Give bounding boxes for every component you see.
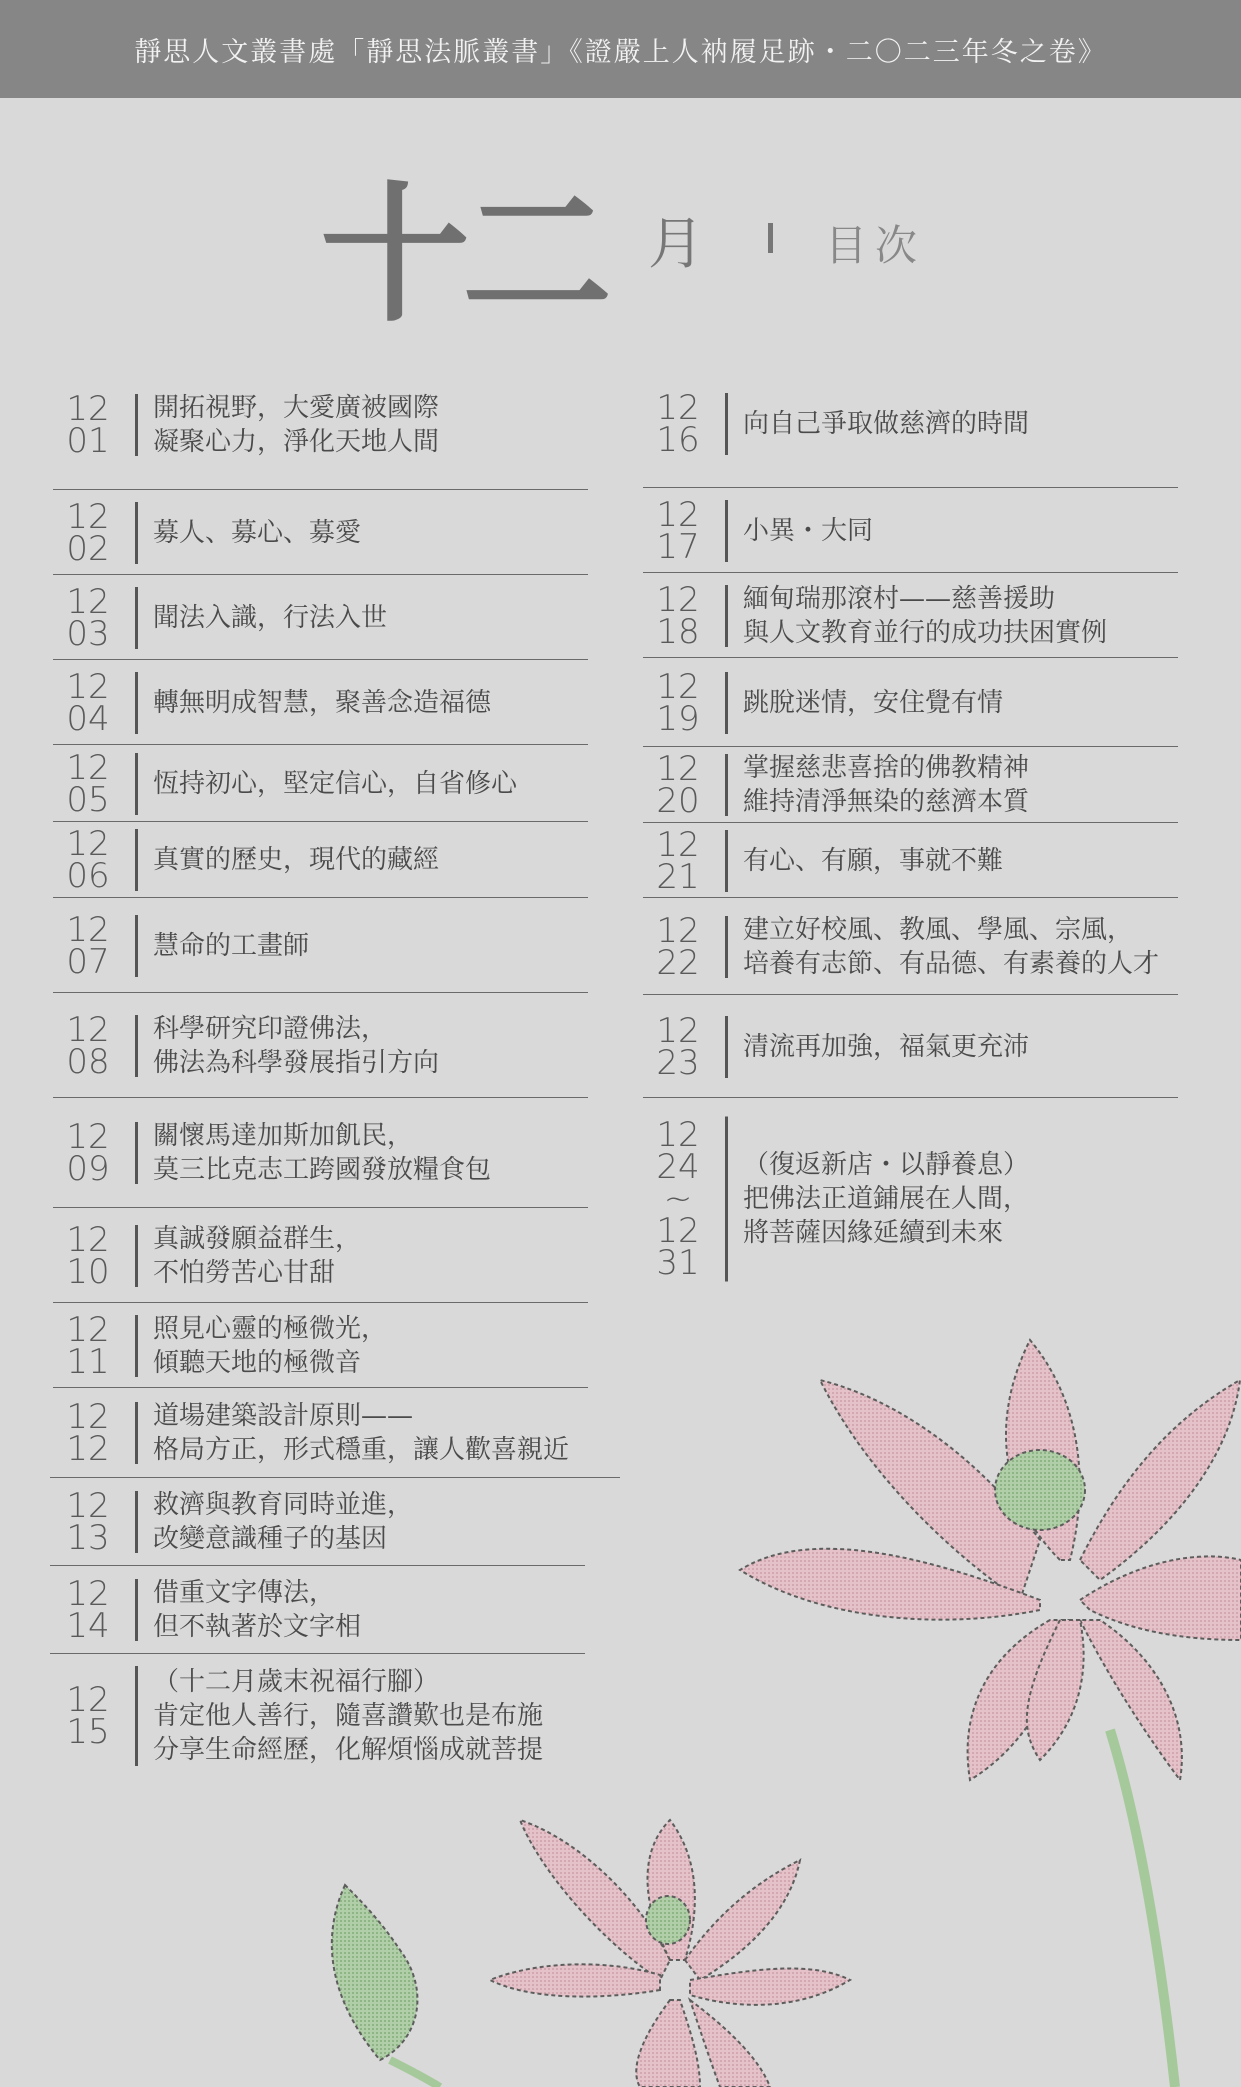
entry-date-month: 12 bbox=[66, 1309, 110, 1350]
entry-divider bbox=[725, 916, 728, 978]
entry-title-line: 分享生命經歷，化解煩惱成就菩提 bbox=[153, 1735, 544, 1765]
entry-date-day: 17 bbox=[656, 526, 700, 567]
entry-title bbox=[153, 1488, 413, 1556]
entry-date-month: 12 bbox=[66, 666, 110, 707]
entry-date bbox=[53, 1309, 123, 1382]
entry-date bbox=[53, 909, 123, 982]
entry-date bbox=[643, 666, 713, 739]
entry-title-line: 借重文字傳法， bbox=[153, 1578, 336, 1608]
entry-date-day: 11 bbox=[66, 1341, 110, 1382]
title-subtitle: 目次 bbox=[825, 221, 926, 270]
entry-title-line: 佛法為科學發展指引方向 bbox=[153, 1047, 440, 1078]
entry-date-day: 22 bbox=[656, 942, 700, 983]
entry-date-day: 08 bbox=[66, 1041, 110, 1082]
entry-date-day2: 31 bbox=[656, 1243, 700, 1283]
entry-date-day: 02 bbox=[66, 528, 110, 569]
entry-divider bbox=[725, 672, 728, 734]
entry-title-line: 真誠發願益群生， bbox=[153, 1223, 362, 1254]
entry-date-month: 12 bbox=[656, 579, 700, 620]
entry-date-day: 14 bbox=[66, 1606, 110, 1646]
entry-title-line: 救濟與教育同時並進， bbox=[153, 1490, 414, 1520]
entry-date-day: 15 bbox=[66, 1712, 110, 1752]
entry-date-month: 12 bbox=[66, 909, 110, 950]
entry-divider bbox=[725, 830, 728, 892]
entry-date-day: 12 bbox=[66, 1429, 110, 1469]
entry-title-line: 改變意識種子的基因 bbox=[153, 1524, 388, 1554]
entry-divider bbox=[135, 502, 138, 564]
entry-date bbox=[643, 910, 713, 983]
entry-date bbox=[53, 581, 123, 654]
entry-date-month: 12 bbox=[656, 388, 700, 428]
entry-date bbox=[53, 1219, 123, 1292]
entry-date-month: 12 bbox=[66, 1680, 110, 1720]
entry-title bbox=[743, 686, 1003, 720]
entry-title-line: 真實的歷史，現代的藏經 bbox=[153, 845, 440, 875]
entry-title-line: 緬甸瑞那滾村——慈善援助 bbox=[743, 583, 1056, 614]
entry-title-line: 慧命的工畫師 bbox=[153, 930, 310, 961]
entry-date-month: 12 bbox=[656, 1010, 700, 1051]
toc-entry[interactable] bbox=[53, 993, 653, 1098]
toc-entry[interactable] bbox=[53, 1654, 653, 1778]
entry-divider bbox=[135, 753, 138, 815]
entry-date-day: 23 bbox=[656, 1042, 700, 1083]
title-divider bbox=[768, 223, 773, 253]
entry-date bbox=[643, 1010, 713, 1083]
entry-title bbox=[743, 582, 1107, 650]
entry-title-line: 建立好校風、教風、學風、宗風， bbox=[743, 914, 1134, 945]
entry-title bbox=[743, 751, 1029, 819]
lotus-stem-icon bbox=[1110, 1730, 1175, 2087]
entry-date bbox=[53, 389, 123, 461]
toc-entry[interactable] bbox=[53, 1566, 653, 1654]
entry-divider bbox=[725, 754, 728, 816]
entry-divider bbox=[135, 1579, 138, 1641]
entry-title bbox=[743, 514, 873, 548]
toc-entry[interactable] bbox=[53, 1098, 653, 1208]
entry-date-month: 12 bbox=[656, 910, 700, 951]
toc-entry[interactable] bbox=[643, 995, 1241, 1098]
entry-divider bbox=[135, 1491, 138, 1553]
entry-title-line: （復返新店・以靜養息） bbox=[743, 1150, 1030, 1180]
entry-title-line: 肯定他人善行，隨喜讚歎也是布施 bbox=[153, 1701, 544, 1731]
entry-date-day: 16 bbox=[656, 420, 700, 460]
page-title bbox=[320, 167, 960, 343]
title-month-char: 月 bbox=[648, 212, 704, 277]
toc-entry[interactable] bbox=[643, 898, 1241, 995]
entry-title-line: 將菩薩因緣延續到未來 bbox=[743, 1218, 1004, 1248]
entry-date-month: 12 bbox=[66, 824, 110, 864]
entry-date-day: 13 bbox=[66, 1518, 110, 1558]
entry-title-line: 關懷馬達加斯加飢民， bbox=[153, 1121, 414, 1151]
lotus-bud-icon bbox=[332, 1885, 418, 2060]
toc-entry[interactable] bbox=[643, 823, 1241, 898]
entry-date-month: 12 bbox=[66, 747, 110, 788]
entry-date-month: 12 bbox=[656, 1115, 700, 1155]
entry-title-line: 恆持初心，堅定信心，自省修心 bbox=[153, 768, 518, 799]
entry-title-line: 與人文教育並行的成功扶困實例 bbox=[743, 617, 1108, 648]
entry-date-day: 09 bbox=[66, 1149, 110, 1189]
entry-date-day: 24 bbox=[656, 1147, 700, 1187]
toc-entry[interactable] bbox=[643, 360, 1241, 488]
toc-entry[interactable] bbox=[53, 1303, 653, 1388]
entry-title bbox=[743, 1148, 1029, 1250]
toc-entry[interactable] bbox=[643, 747, 1241, 823]
entry-date bbox=[53, 1009, 123, 1082]
toc-entry[interactable] bbox=[53, 745, 653, 822]
small-seedpod-icon bbox=[646, 1896, 690, 1944]
entry-divider bbox=[725, 1016, 728, 1078]
entry-date bbox=[53, 1574, 123, 1646]
entry-date-day: 06 bbox=[66, 856, 110, 896]
entry-date bbox=[53, 1117, 123, 1189]
entry-date bbox=[643, 579, 713, 652]
entry-title bbox=[153, 1399, 569, 1467]
entry-divider bbox=[135, 1122, 138, 1184]
entry-divider bbox=[135, 1225, 138, 1287]
toc-entry[interactable] bbox=[643, 573, 1241, 658]
entry-date-month: 12 bbox=[66, 1009, 110, 1050]
entry-date-day: 03 bbox=[66, 613, 110, 654]
entry-date-day: 10 bbox=[66, 1251, 110, 1292]
entry-date bbox=[53, 1680, 123, 1752]
toc-entry[interactable] bbox=[53, 1478, 653, 1566]
entry-date-tilde: ~ bbox=[663, 1179, 693, 1219]
entry-title-line: 聞法入識，行法入世 bbox=[153, 602, 388, 633]
entry-divider bbox=[135, 1315, 138, 1377]
entry-date bbox=[643, 494, 713, 567]
entry-title-line: 跳脫迷情，安住覺有情 bbox=[743, 687, 1004, 718]
entry-date-day: 19 bbox=[656, 698, 700, 739]
toc-entry[interactable] bbox=[53, 660, 653, 745]
entry-title-line: 把佛法正道鋪展在人間， bbox=[743, 1184, 1030, 1214]
entry-divider bbox=[135, 1402, 138, 1464]
entry-divider bbox=[135, 672, 138, 734]
entry-title-line: 募人、募心、募愛 bbox=[153, 517, 362, 548]
entry-date-month: 12 bbox=[66, 1219, 110, 1260]
entry-title-line: 清流再加強，福氣更充沛 bbox=[743, 1031, 1030, 1062]
entry-title-line: 莫三比克志工跨國發放糧食包 bbox=[153, 1155, 492, 1185]
toc-entry[interactable] bbox=[53, 822, 653, 898]
entry-title bbox=[153, 1576, 361, 1644]
toc-entry[interactable] bbox=[53, 360, 653, 490]
entry-title-line: 開拓視野，大愛廣被國際 bbox=[153, 393, 440, 423]
entry-date-day: 21 bbox=[656, 856, 700, 897]
entry-divider bbox=[725, 393, 728, 455]
header-text: 靜思人文叢書處「靜思法脈叢書」《證嚴上人衲履足跡・二〇二三年冬之卷》 bbox=[134, 36, 1107, 68]
entry-date-month: 12 bbox=[66, 1486, 110, 1526]
entry-title-line: 轉無明成智慧，聚善念造福德 bbox=[153, 687, 492, 718]
entry-title-line: 有心、有願，事就不難 bbox=[743, 845, 1004, 876]
entry-title-line: 凝聚心力，淨化天地人間 bbox=[153, 427, 440, 457]
entry-date bbox=[643, 1115, 713, 1283]
entry-date-month: 12 bbox=[66, 1574, 110, 1614]
entry-title bbox=[153, 1312, 387, 1380]
title-month-number: 十二 bbox=[320, 167, 605, 343]
entry-date bbox=[53, 1486, 123, 1558]
entry-divider bbox=[725, 1117, 728, 1282]
entry-date bbox=[643, 824, 713, 897]
entry-date-month: 12 bbox=[656, 749, 700, 789]
entry-date-day: 20 bbox=[656, 781, 700, 821]
entry-divider bbox=[725, 500, 728, 562]
entry-title-line: 小異・大同 bbox=[743, 515, 874, 546]
entry-title bbox=[153, 767, 517, 801]
entry-date-month: 12 bbox=[66, 389, 110, 429]
toc-entry[interactable] bbox=[53, 1208, 653, 1303]
entry-title-line: 掌握慈悲喜捨的佛教精神 bbox=[743, 753, 1030, 783]
entry-divider bbox=[725, 585, 728, 647]
entry-title bbox=[743, 844, 1003, 878]
toc-entry[interactable] bbox=[643, 1098, 1241, 1300]
entry-date bbox=[53, 747, 123, 820]
entry-divider bbox=[135, 1015, 138, 1077]
entry-title bbox=[153, 391, 439, 459]
header-bar bbox=[0, 0, 1241, 98]
toc-entry[interactable] bbox=[53, 898, 653, 993]
entry-date-day: 01 bbox=[66, 421, 110, 461]
entry-title-line: 向自己爭取做慈濟的時間 bbox=[743, 409, 1030, 439]
entry-title-line: （十二月歲末祝福行腳） bbox=[153, 1667, 440, 1697]
entry-divider bbox=[135, 587, 138, 649]
entry-divider bbox=[135, 1666, 138, 1766]
entry-title bbox=[153, 1119, 491, 1187]
entry-date-month: 12 bbox=[66, 1397, 110, 1437]
entry-date-month: 12 bbox=[66, 581, 110, 622]
small-lotus-flower-icon bbox=[490, 1820, 850, 2087]
entry-date-month: 12 bbox=[656, 666, 700, 707]
entry-title-line: 科學研究印證佛法， bbox=[153, 1013, 388, 1044]
entry-title bbox=[153, 929, 309, 963]
entry-date bbox=[53, 666, 123, 739]
entry-title bbox=[743, 1030, 1029, 1064]
entry-date-day: 07 bbox=[66, 941, 110, 982]
entry-date-month2: 12 bbox=[656, 1211, 700, 1251]
entry-title-line: 格局方正，形式穩重，讓人歡喜親近 bbox=[153, 1435, 570, 1465]
entry-title-line: 維持清淨無染的慈濟本質 bbox=[743, 787, 1030, 817]
entry-title bbox=[153, 1222, 361, 1290]
entry-title-line: 照見心靈的極微光， bbox=[153, 1313, 388, 1344]
entry-date bbox=[53, 496, 123, 569]
entry-title bbox=[153, 686, 491, 720]
entry-title bbox=[153, 1012, 439, 1080]
entry-date-month: 12 bbox=[656, 494, 700, 535]
entry-date-month: 12 bbox=[656, 824, 700, 865]
entry-title-line: 培養有志節、有品德、有素養的人才 bbox=[743, 948, 1160, 979]
entry-date-day: 04 bbox=[66, 698, 110, 739]
entry-date bbox=[53, 824, 123, 896]
toc-entry[interactable] bbox=[643, 488, 1241, 573]
entry-divider bbox=[135, 394, 138, 456]
entry-title bbox=[743, 913, 1159, 981]
lotus-flower-icon bbox=[740, 1340, 1241, 1780]
entry-divider bbox=[135, 915, 138, 977]
entry-title bbox=[153, 1665, 543, 1767]
toc-entry[interactable] bbox=[53, 575, 653, 660]
entry-title bbox=[153, 516, 361, 550]
entry-title-line: 傾聽天地的極微音 bbox=[153, 1347, 362, 1378]
entry-date-day: 05 bbox=[66, 779, 110, 820]
entry-title-line: 不怕勞苦心甘甜 bbox=[153, 1257, 336, 1288]
toc-entry[interactable] bbox=[643, 658, 1241, 747]
toc-entry[interactable] bbox=[53, 490, 653, 575]
entry-date bbox=[53, 1397, 123, 1469]
entry-title bbox=[743, 407, 1029, 441]
lotus-seedpod-icon bbox=[995, 1450, 1085, 1530]
entry-date bbox=[643, 388, 713, 460]
entry-title bbox=[153, 601, 387, 635]
entry-date-month: 12 bbox=[66, 496, 110, 537]
entry-title bbox=[153, 843, 439, 877]
entry-date-day: 18 bbox=[656, 611, 700, 652]
entry-divider bbox=[135, 829, 138, 891]
entry-title-line: 但不執著於文字相 bbox=[153, 1612, 362, 1642]
entry-title-line: 道場建築設計原則—— bbox=[153, 1401, 414, 1431]
entry-date bbox=[643, 749, 713, 821]
entry-date-month: 12 bbox=[66, 1117, 110, 1157]
toc-entry[interactable] bbox=[53, 1388, 653, 1478]
